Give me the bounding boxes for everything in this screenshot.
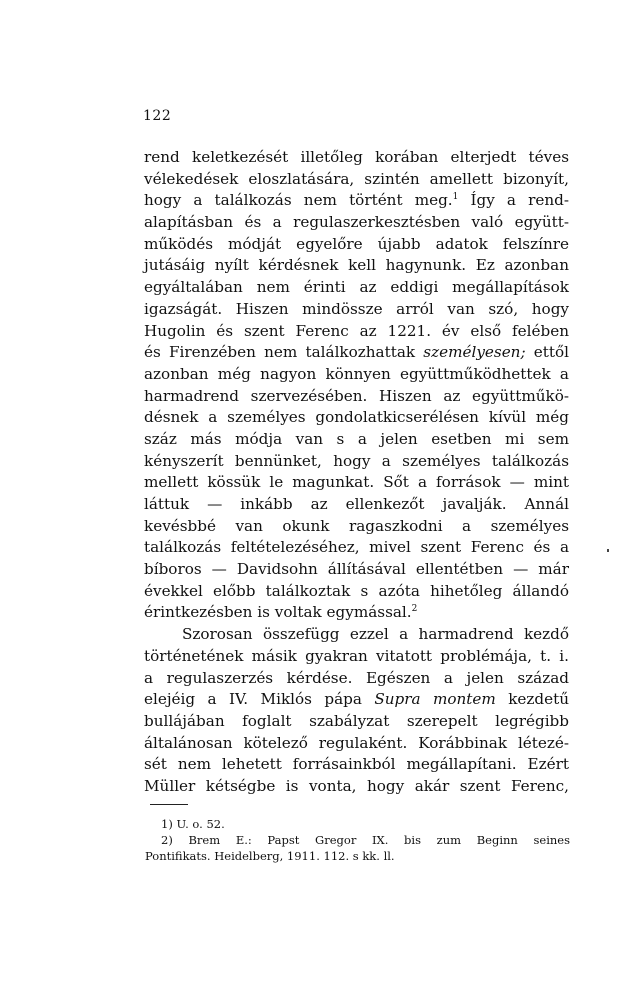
body-text [144, 147, 569, 798]
line-text: mellett kössük le magunkat. Sőt a források — mint [144, 473, 569, 492]
footnotes [145, 816, 570, 864]
footnote-continuation: Pontifikats. Heidelberg, 1911. 112. s kk. ll. [145, 849, 395, 863]
emphasis-text: Supra montem [374, 690, 496, 709]
line-text: kezdetű [495, 690, 569, 709]
line-text: találkozás feltételezéséhez, mivel szent Ferenc és a [144, 538, 569, 557]
footnote-text: U. o. 52. [172, 817, 225, 831]
page-number: 122 [143, 108, 172, 124]
footnote [145, 832, 570, 848]
text-line [144, 689, 569, 711]
line-text: és Firenzében nem találkozhattak [144, 343, 424, 362]
text-line [144, 277, 569, 299]
line-text: kevésbbé van okunk ragaszkodni a személyes [144, 516, 569, 535]
text-line [144, 776, 569, 798]
text-line [144, 342, 569, 364]
text-line [144, 364, 569, 386]
line-text: igazságát. Hiszen mindössze arról van szó, hogy [144, 299, 569, 318]
line-text: Hugolin és szent Ferenc az 1221. év első felében [144, 321, 569, 340]
line-text: a regulaszerzés kérdése. Egészen a jelen század [144, 668, 569, 687]
footnote-marker: 1) [161, 817, 173, 831]
line-text: kényszerít bennünket, hogy a személyes találkozás [144, 451, 569, 470]
text-line [144, 711, 569, 733]
text-line [144, 190, 569, 212]
text-line [144, 602, 569, 624]
text-line [144, 668, 569, 690]
text-line [144, 646, 569, 668]
scan-speck [607, 549, 609, 552]
line-text: alapításban és a regulaszerkesztésben való együtt- [144, 213, 569, 232]
text-line [144, 147, 569, 169]
line-text: általánosan kötelező regulaként. Korábbinak létezé- [144, 733, 569, 752]
text-line [144, 537, 569, 559]
text-line [144, 255, 569, 277]
line-text: ettől [525, 343, 569, 362]
text-line [144, 754, 569, 776]
text-line [144, 559, 569, 581]
text-line [144, 234, 569, 256]
footnote [145, 816, 570, 832]
line-text: egyáltalában nem érinti az eddigi megállapítások [144, 278, 569, 297]
text-line [144, 321, 569, 343]
text-line [144, 212, 569, 234]
line-text: azonban még nagyon könnyen együttműködhettek a [144, 364, 569, 383]
text-line [144, 516, 569, 538]
text-line [144, 581, 569, 603]
text-line [144, 429, 569, 451]
footnote-marker: 2) [161, 833, 173, 847]
text-line [144, 386, 569, 408]
line-text: Szorosan összefügg ezzel a harmadrend kezdő [182, 625, 569, 644]
line-text: bullájában foglalt szabályzat szerepelt legrégibb [144, 711, 569, 730]
line-text: jutásáig nyílt kérdésnek kell hagynunk. Ez azonban [144, 256, 569, 275]
line-text: elejéig a IV. Miklós pápa [144, 690, 375, 709]
footnote-ref: 1 [452, 192, 459, 203]
footnote-ref: 2 [411, 604, 418, 615]
line-text: bíboros — Davidsohn állításával ellentétben — már [144, 560, 569, 579]
text-line [144, 299, 569, 321]
line-text: láttuk — inkább az ellenkezőt javalják. Annál [144, 495, 569, 513]
line-text: rend keletkezését illetőleg korában elterjedt téves [144, 148, 569, 166]
text-line [144, 451, 569, 473]
line-text: száz más módja van s a jelen esetben mi sem [144, 429, 569, 448]
line-text: Így a rend- [458, 191, 569, 210]
line-text: érintkezésben is voltak egymással. [144, 603, 412, 622]
text-line [144, 624, 569, 646]
line-text: történetének másik gyakran vitatott problémája, t. i. [144, 646, 569, 665]
text-line [144, 733, 569, 755]
line-text: vélekedések eloszlatására, szintén amellett bizonyít, [144, 169, 569, 188]
text-line [144, 494, 569, 516]
text-line [144, 472, 569, 494]
line-text: harmadrend szervezésében. Hiszen az együttműkö- [144, 386, 569, 405]
line-text: désnek a személyes gondolatkicserélésen kívül még [144, 408, 569, 427]
line-text: működés módját egyelőre újabb adatok felszínre [144, 234, 569, 253]
line-text: Müller kétségbe is vonta, hogy akár szent Ferenc, [144, 776, 569, 795]
line-text: évekkel előbb találkoztak s azóta hihetőleg állandó [144, 581, 569, 600]
footnote-text: Brem E.: Papst Gregor IX. bis zum Beginn seines [172, 833, 570, 847]
text-line [144, 169, 569, 191]
footnote-divider [150, 804, 188, 805]
line-text: hogy a találkozás nem történt meg. [144, 191, 453, 210]
text-line [144, 407, 569, 429]
emphasis-text: személyesen; [423, 343, 526, 362]
line-text: sét nem lehetett forrásainkból megállapítani. Ezért [144, 755, 569, 774]
